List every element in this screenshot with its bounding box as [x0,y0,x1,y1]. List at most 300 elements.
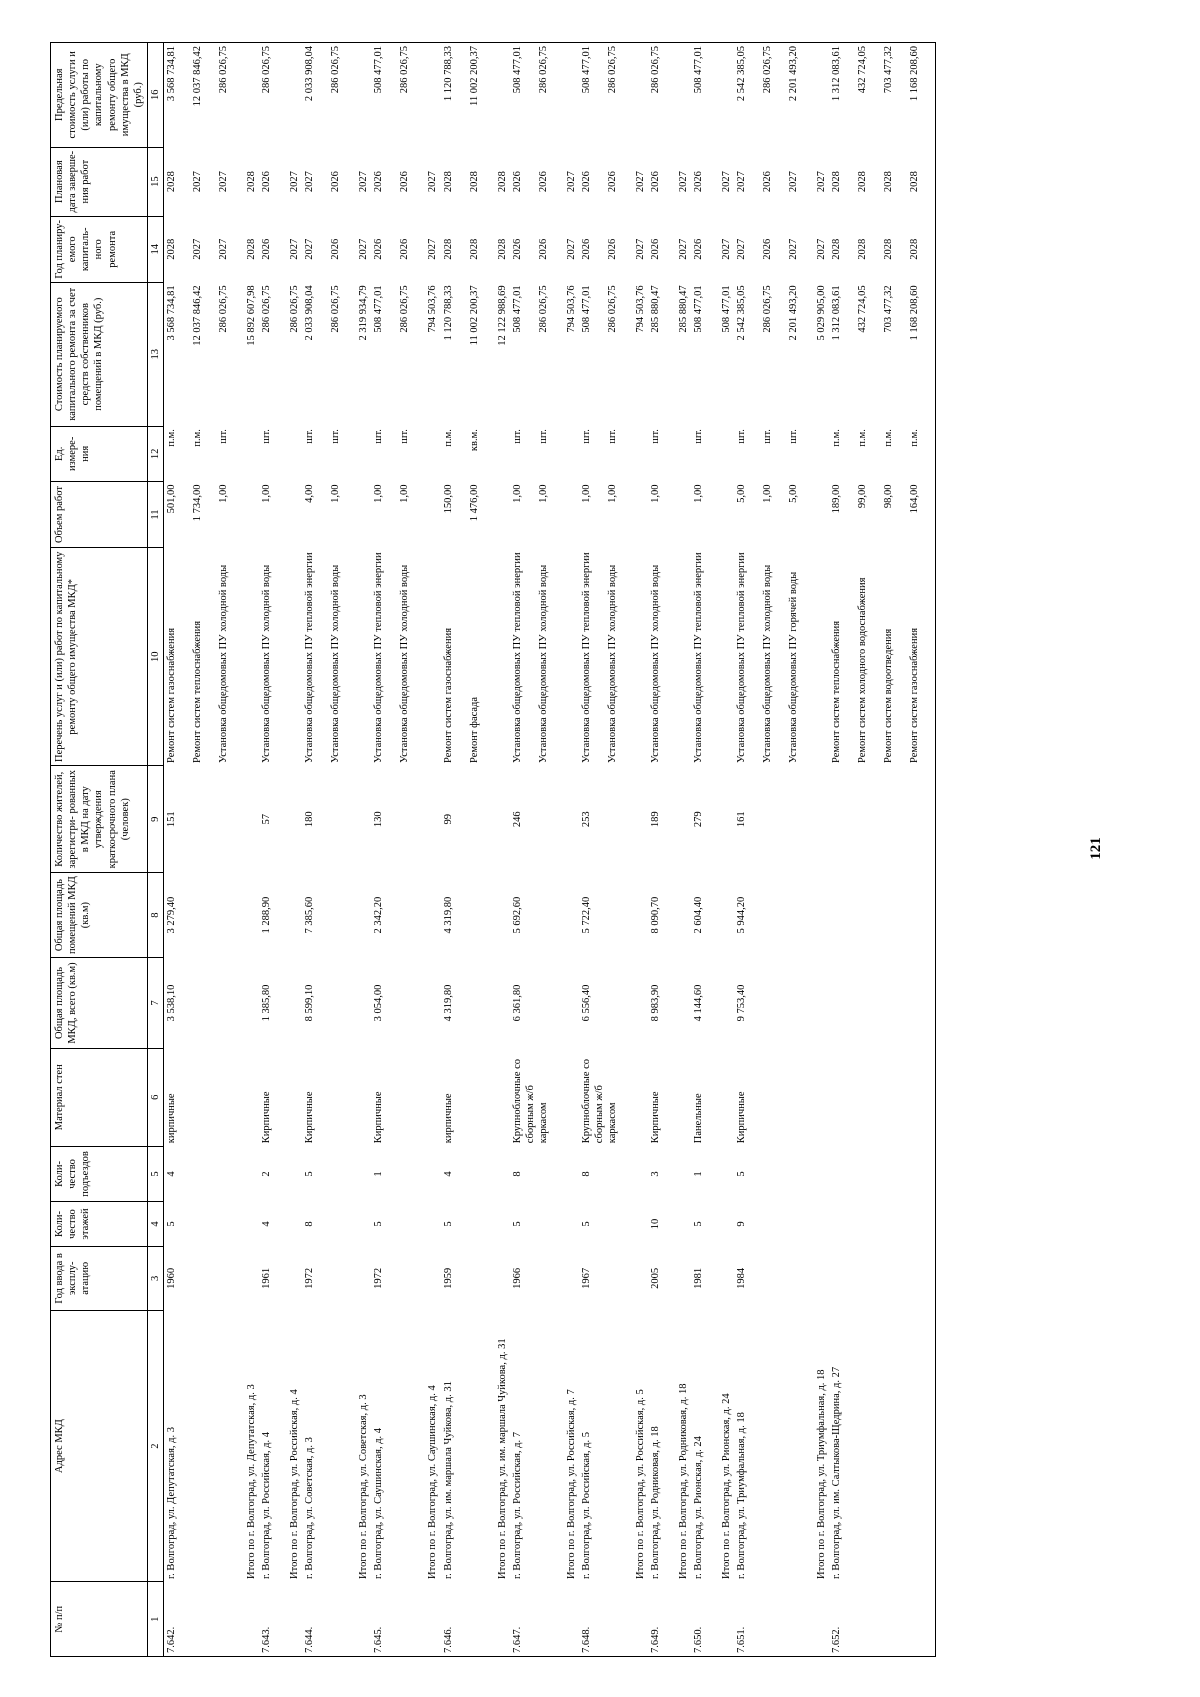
address-cell: г. Волгоград, ул. Российская, д. 4 [261,1431,273,1579]
subtotal-end-date: 2027 [289,171,301,193]
work-unit-line: шт. [693,429,704,444]
table-cell [425,426,440,481]
table-cell [814,1146,829,1201]
table-cell [676,482,691,548]
total-area: 4 319,80 [442,984,454,1022]
table-cell [719,1202,734,1247]
column-number: 15 [147,147,163,216]
address-cell: г. Волгоград, ул. им. Салтыкова-Щедрина, д. 27 [829,1310,936,1582]
address-cell: г. Волгоград, ул. Триумфальная, д. 18 [736,1412,748,1579]
total-area: 6 556,40 [580,984,592,1022]
work-limit-cost [734,43,814,148]
entrances-count [829,1146,936,1201]
table-cell [244,1246,259,1310]
work-cost [510,282,564,426]
subtotal-cost: 12 122 988,69 [496,285,508,346]
work-cost-line: 286 026,75 [537,285,549,333]
work-volume-line: 1,00 [649,484,661,503]
residents-count: 279 [693,811,704,828]
work-volume [829,482,936,548]
table-cell [564,1202,579,1247]
table-row [302,43,356,1657]
subtotal-cost: 15 892 607,98 [246,285,257,346]
work-name-line: Ремонт систем газоснабжения [442,627,454,763]
row-number: 7.652. [829,1582,936,1657]
table-row [734,43,814,1657]
table-cell [719,958,734,1049]
subtotal-row [244,43,259,1657]
work-limit-cost-line: 508 477,01 [580,46,592,94]
table-cell [676,1202,691,1247]
work-end-date-line: 2028 [831,171,843,193]
table-cell [495,1146,510,1201]
column-header: Адрес МКД [51,1310,148,1582]
table-cell [676,43,691,148]
column-number: 4 [147,1202,163,1247]
work-year [510,216,564,282]
work-limit-cost [302,43,356,148]
work-name-line: Установка общедомовых ПУ тепловой энергии [580,552,592,763]
work-limit-cost-line: 1 168 208,60 [909,46,921,102]
table-cell [814,958,829,1049]
table-cell [633,1146,648,1201]
work-unit [691,426,719,481]
entrances-count: 3 [649,1171,661,1177]
work-year-line: 2028 [166,238,177,260]
work-name-line: Установка общедомовых ПУ холодной воды [537,564,549,763]
table-cell [495,958,510,1049]
work-limit-cost [510,43,564,148]
work-cost-line: 2 033 908,04 [304,285,316,341]
table-cell [719,872,734,957]
floors-count: 5 [373,1221,385,1227]
work-volume-line: 1 734,00 [192,484,203,522]
subtotal-label: Итого по г. Волгоград, ул. Российская, д. 4 [289,1389,301,1579]
address-cell: г. Волгоград, ул. Российская, д. 5 [580,1431,592,1579]
column-number: 13 [147,282,163,426]
commission-year: 1967 [580,1267,592,1289]
work-end-date [691,147,719,216]
table-cell [676,1582,691,1657]
commission-year: 1966 [511,1267,523,1289]
work-unit-line: шт. [511,429,523,444]
work-limit-cost-line: 508 477,01 [511,46,523,94]
work-end-date-line: 2026 [330,171,342,193]
work-cost-line: 1 312 083,61 [831,285,843,341]
commission-year: 1984 [736,1267,748,1289]
work-volume [259,482,287,548]
work-year-line: 2028 [909,238,921,260]
work-year-line: 2026 [261,238,273,260]
table-cell [814,1202,829,1247]
residents-count: 189 [649,811,661,828]
work-cost [734,282,814,426]
entrances-count: 8 [511,1171,523,1177]
column-number: 6 [147,1048,163,1146]
work-year-line: 2026 [373,238,385,260]
subtotal-row [814,43,829,1657]
subtotal-label: Итого по г. Волгоград, ул. Российская, д. 7 [565,1389,577,1579]
column-number: 3 [147,1246,163,1310]
wall-material: кирпичные [166,1093,177,1144]
work-cost [441,282,495,426]
row-number: 7.651. [734,1582,814,1657]
table-cell [495,482,510,548]
work-year-line: 2026 [606,238,618,260]
work-name [164,548,245,766]
work-name [579,548,633,766]
floors-count: 5 [442,1221,454,1227]
wall-material [829,1048,936,1146]
column-number: 8 [147,872,163,957]
work-end-date [371,147,425,216]
subtotal-end-date: 2028 [496,171,508,193]
table-cell [633,958,648,1049]
table-cell [244,1202,259,1247]
residents-count: 246 [511,811,523,828]
floors-count: 8 [304,1221,316,1227]
work-volume [734,482,814,548]
rooms-area: 8 090,70 [649,896,661,934]
work-limit-cost-line: 12 037 846,42 [192,46,203,107]
entrances-count: 1 [693,1171,704,1177]
work-year-line: 2028 [468,238,480,260]
total-area: 9 753,40 [736,984,748,1022]
address-cell: г. Волгоград, ул. Рионская, д. 24 [693,1436,704,1579]
work-volume [510,482,564,548]
column-header: Ед. измере- ния [51,426,148,481]
table-cell [676,1048,691,1146]
work-unit-line: п.м. [192,429,203,447]
table-cell [814,872,829,957]
work-cost-line: 3 568 734,81 [166,285,177,341]
table-cell [495,426,510,481]
work-cost [302,282,356,426]
rooms-area: 5 944,20 [736,896,748,934]
rooms-area: 2 604,40 [693,896,704,934]
table-cell [287,766,302,873]
work-unit-line: п.м. [909,429,921,447]
table-cell [356,958,371,1049]
subtotal-cost: 794 503,76 [427,285,439,333]
work-name-line: Ремонт систем газоснабжения [166,627,177,763]
table-cell [564,1048,579,1146]
table-cell [495,1246,510,1310]
work-unit-line: шт. [261,429,273,444]
row-number: 7.650. [691,1582,719,1657]
table-cell [495,1048,510,1146]
table-cell [244,766,259,873]
table-cell [356,766,371,873]
work-end-date [648,147,676,216]
floors-count: 9 [736,1221,748,1227]
work-limit-cost-line: 2 201 493,20 [788,46,800,102]
subtotal-row [633,43,648,1657]
total-area: 1 385,80 [261,984,273,1022]
residents-count: 130 [373,811,385,828]
work-volume-line: 4,00 [304,484,316,503]
work-cost-line: 2 542 385,05 [736,285,748,341]
table-cell [814,1048,829,1146]
table-cell [495,766,510,873]
address-cell: г. Волгоград, ул. Саушинская, д. 4 [373,1427,385,1579]
total-area: 6 361,80 [511,984,523,1022]
work-cost-line: 508 477,01 [580,285,592,333]
subtotal-year: 2027 [634,238,646,260]
subtotal-row [564,43,579,1657]
work-end-date-line: 2028 [909,171,921,193]
table-cell [676,426,691,481]
work-year [648,216,676,282]
table-cell [495,1202,510,1247]
work-limit-cost-line: 3 568 734,81 [166,46,177,102]
table-cell [287,1582,302,1657]
total-area: 3 538,10 [166,984,177,1022]
work-name-line: Установка общедомовых ПУ холодной воды [606,564,618,763]
work-cost [579,282,633,426]
table-row [829,43,936,1657]
floors-count: 5 [511,1221,523,1227]
column-number: 7 [147,958,163,1049]
work-name [302,548,356,766]
work-end-date-line: 2028 [442,171,454,193]
table-cell [356,872,371,957]
wall-material: кирпичные [442,1093,454,1144]
work-end-date-line: 2026 [606,171,618,193]
rooms-area: 5 722,40 [580,896,592,934]
work-cost-line: 1 120 788,33 [442,285,454,341]
column-number: 16 [147,43,163,148]
table-cell [676,1246,691,1310]
work-name-line: Установка общедомовых ПУ холодной воды [399,564,411,763]
table-cell [356,1048,371,1146]
table-cell [244,1146,259,1201]
table-cell [676,958,691,1049]
entrances-count: 5 [736,1171,748,1177]
work-volume-line: 150,00 [442,484,454,514]
entrances-count: 4 [442,1171,454,1177]
table-cell [633,766,648,873]
subtotal-end-date: 2027 [634,171,646,193]
table-cell [287,43,302,148]
entrances-count: 2 [261,1171,273,1177]
work-name-line: Установка общедомовых ПУ тепловой энергии [693,552,704,763]
total-area: 4 144,60 [693,984,704,1022]
subtotal-cost: 2 319 934,79 [358,285,370,341]
work-year-line: 2028 [857,238,869,260]
column-header: Коли- чество этажей [51,1202,148,1247]
table-cell [287,1146,302,1201]
work-volume-line: 501,00 [166,484,177,514]
table-cell [564,958,579,1049]
address-cell: г. Волгоград, ул. им. маршала Чуйкова, д. 31 [442,1381,454,1579]
total-area: 3 054,00 [373,984,385,1022]
rooms-area [829,872,936,957]
work-year [259,216,287,282]
subtotal-label: Итого по г. Волгоград, ул. Советская, д. 3 [358,1394,370,1579]
table-cell [425,1246,440,1310]
table-row [164,43,245,1657]
row-number: 7.646. [441,1582,495,1657]
work-limit-cost-line: 1 312 083,61 [831,46,843,102]
column-number: 10 [147,548,163,766]
work-name-line: Установка общедомовых ПУ холодной воды [762,564,774,763]
work-unit [302,426,356,481]
column-number: 1 [147,1582,163,1657]
work-unit [371,426,425,481]
work-cost-line: 508 477,01 [511,285,523,333]
work-limit-cost-line: 286 026,75 [218,46,229,94]
work-volume [371,482,425,548]
work-cost [259,282,287,426]
table-cell [719,1582,734,1657]
work-unit-line: шт. [606,429,618,444]
subtotal-year: 2028 [246,238,257,260]
work-cost [829,282,936,426]
commission-year: 1961 [261,1267,273,1289]
column-number: 9 [147,766,163,873]
subtotal-year: 2027 [816,238,828,260]
work-volume-line: 1,00 [606,484,618,503]
work-volume-line: 1,00 [330,484,342,503]
work-end-date-line: 2027 [304,171,316,193]
work-cost-line: 286 026,75 [762,285,774,333]
floors-count: 10 [649,1218,661,1230]
residents-count: 180 [304,811,316,828]
table-cell [564,482,579,548]
work-name-line: Установка общедомовых ПУ тепловой энергии [736,552,748,763]
work-unit-line: шт. [218,429,229,444]
table-cell [564,872,579,957]
work-unit [579,426,633,481]
commission-year: 2005 [649,1267,661,1289]
work-cost-line: 286 026,75 [218,285,229,333]
table-cell [244,482,259,548]
work-end-date [164,147,245,216]
work-limit-cost-line: 703 477,32 [883,46,895,94]
subtotal-cost: 794 503,76 [565,285,577,333]
row-number: 7.642. [164,1582,245,1657]
table-cell [495,548,510,766]
subtotal-label: Итого по г. Волгоград, ул. Депутатская, д. 3 [246,1384,257,1579]
total-area: 8 599,10 [304,984,316,1022]
subtotal-end-date: 2028 [246,171,257,193]
work-end-date [302,147,356,216]
column-header: Год планиру- емого капиталь- ного ремонта [51,216,148,282]
work-end-date-line: 2027 [192,171,203,193]
work-volume-line: 5,00 [788,484,800,503]
work-year [829,216,936,282]
work-unit-line: кв.м. [468,429,480,452]
subtotal-year: 2027 [565,238,577,260]
subtotal-end-date: 2027 [677,171,689,193]
column-header: Количество жителей, зарегистри- рованных в МКД на дату утверждения краткосрочного плана (человек) [51,766,148,873]
work-cost-line: 11 002 200,37 [468,285,480,346]
wall-material: Панельные [693,1093,704,1144]
work-end-date-line: 2026 [511,171,523,193]
work-end-date [259,147,287,216]
wall-material: Кирпичные [304,1091,316,1144]
address-cell: г. Волгоград, ул. Депутатская, д. 3 [166,1427,177,1579]
residents-count: 57 [261,813,273,825]
work-volume-line: 98,00 [883,484,895,509]
work-name-line: Установка общедомовых ПУ холодной воды [330,564,342,763]
work-year-line: 2026 [537,238,549,260]
table-cell [564,548,579,766]
commission-year: 1972 [373,1267,385,1289]
table-cell [719,1146,734,1201]
work-unit-line: шт. [788,429,800,444]
subtotal-label: Итого по г. Волгоград, ул. Триумфальная, д. 18 [816,1369,828,1579]
work-volume-line: 1,00 [537,484,549,503]
table-cell [244,426,259,481]
table-cell [633,426,648,481]
work-year-line: 2026 [580,238,592,260]
work-year [691,216,719,282]
table-cell [287,1048,302,1146]
work-end-date-line: 2026 [580,171,592,193]
work-end-date-line: 2028 [883,171,895,193]
row-number: 7.645. [371,1582,425,1657]
work-name-line: Ремонт систем теплоснабжения [831,620,843,763]
total-area [829,958,936,1049]
work-unit [829,426,936,481]
floors-count: 5 [580,1221,592,1227]
table-body [164,43,936,1657]
work-cost [164,282,245,426]
column-number: 11 [147,482,163,548]
work-volume-line: 189,00 [831,484,843,514]
work-year [441,216,495,282]
table-cell [495,872,510,957]
subtotal-cost: 286 026,75 [289,285,301,333]
table-cell [676,766,691,873]
table-cell [633,548,648,766]
subtotal-cost: 5 029 905,00 [816,285,828,341]
work-volume-line: 99,00 [857,484,869,509]
work-unit [510,426,564,481]
table-cell [356,426,371,481]
residents-count: 99 [442,813,454,825]
column-header: № п/п [51,1582,148,1657]
commission-year: 1959 [442,1267,454,1289]
table-row [510,43,564,1657]
column-header: Общая площадь помещений МКД (кв.м) [51,872,148,957]
rooms-area: 4 319,80 [442,896,454,934]
rooms-area: 2 342,20 [373,896,385,934]
table-cell [564,426,579,481]
table-cell [425,958,440,1049]
work-unit-line: шт. [762,429,774,444]
subtotal-label: Итого по г. Волгоград, ул. Рионская, д. 24 [721,1393,732,1579]
floors-count [829,1202,936,1247]
work-volume [441,482,495,548]
column-number: 12 [147,426,163,481]
table-cell [719,766,734,873]
subtotal-row [495,43,510,1657]
work-unit [441,426,495,481]
table-cell [564,1246,579,1310]
work-cost-line: 432 724,05 [857,285,869,333]
work-limit-cost [829,43,936,148]
table-cell [287,872,302,957]
work-unit-line: п.м. [831,429,843,447]
table-cell [633,1202,648,1247]
column-header: Объем работ [51,482,148,548]
work-limit-cost-line: 1 120 788,33 [442,46,454,102]
table-cell [287,482,302,548]
work-name-line: Установка общедомовых ПУ холодной воды [649,564,661,763]
